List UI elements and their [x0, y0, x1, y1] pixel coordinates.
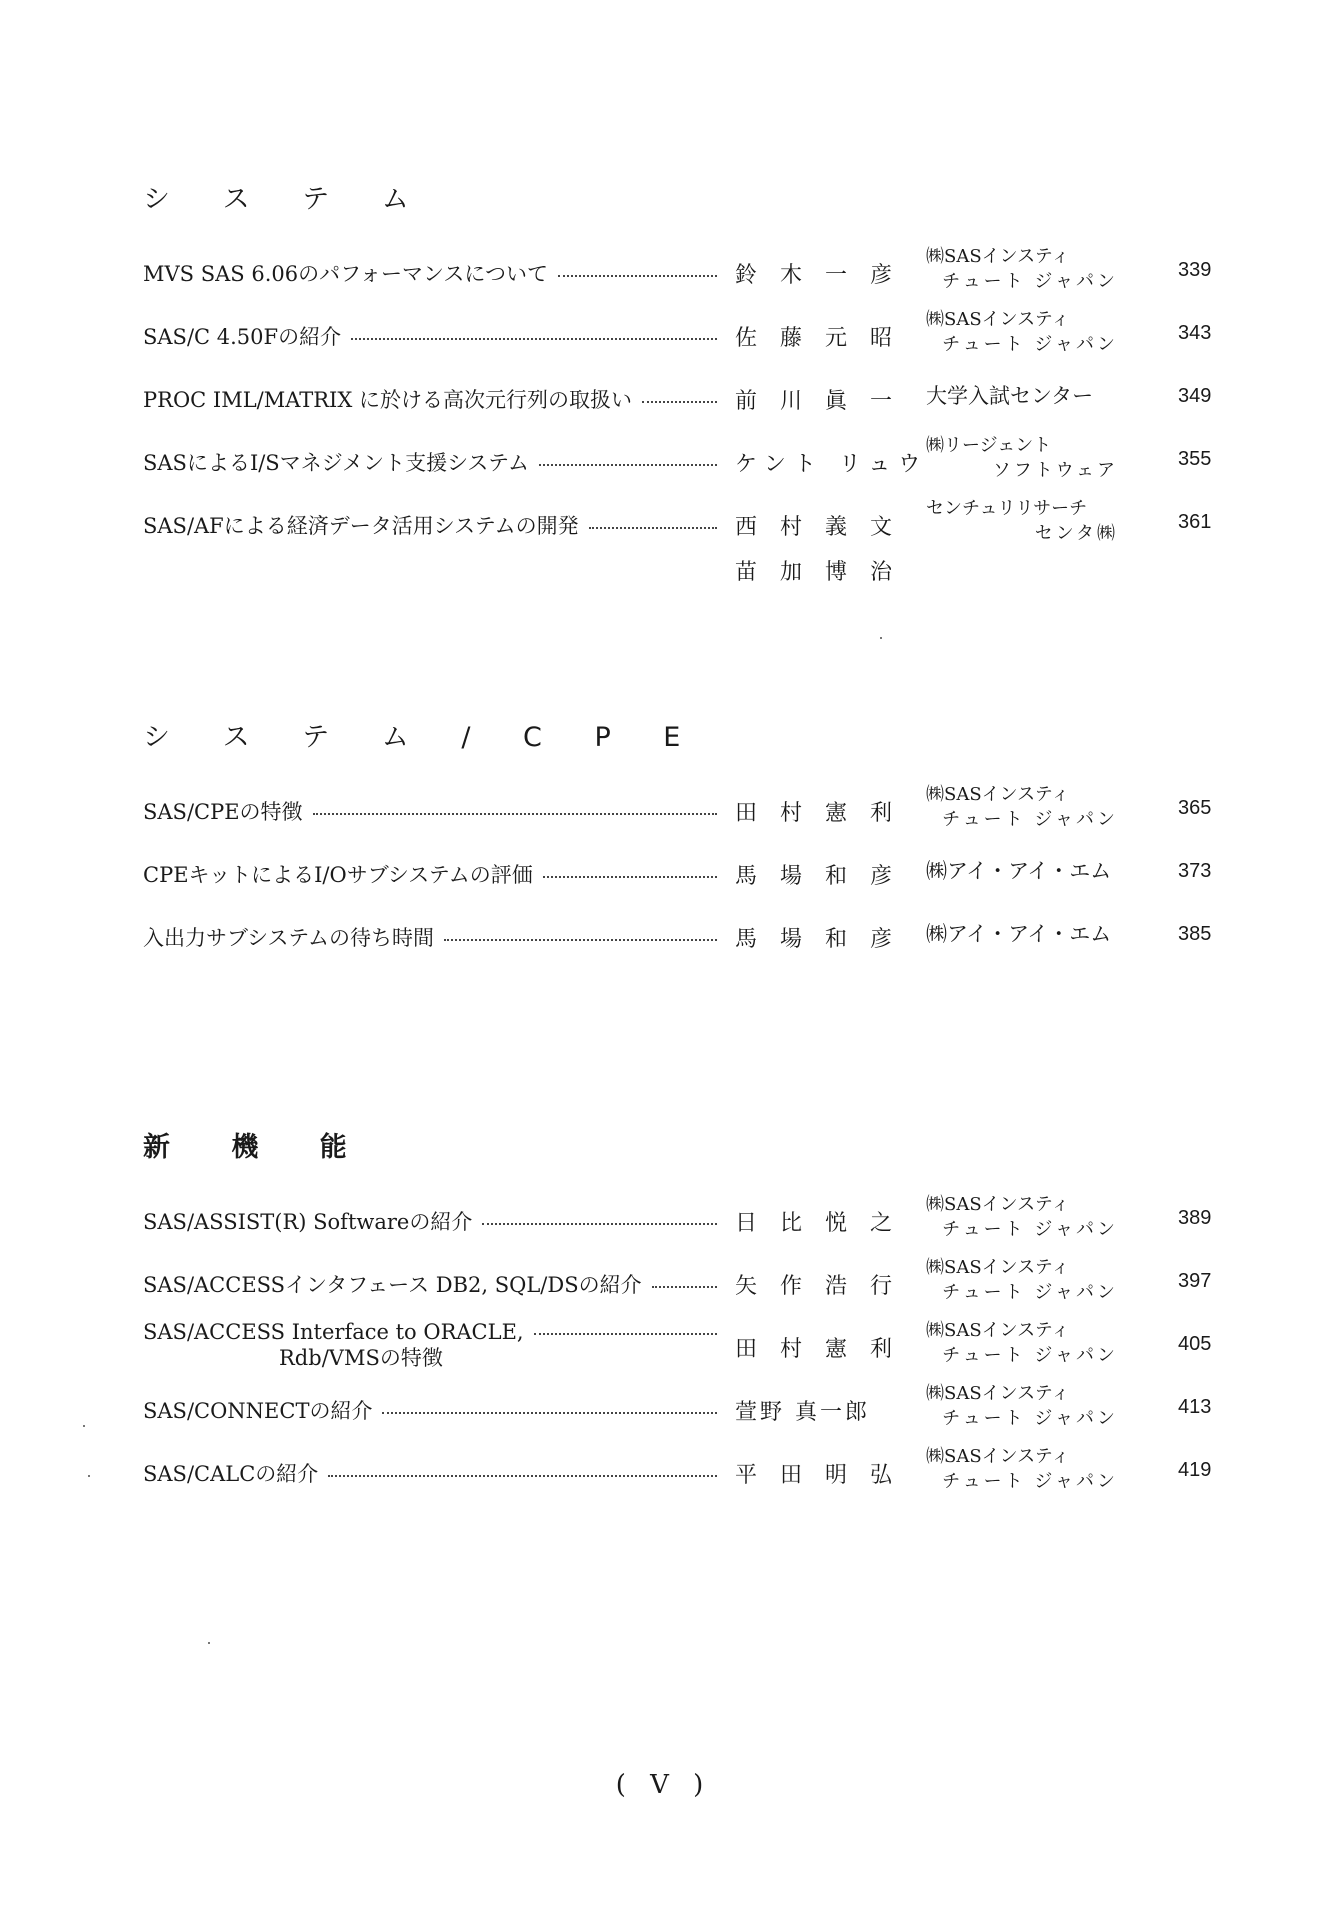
entry-author: 矢 作 浩 行	[735, 1274, 900, 1299]
entry-author: 田 村 憲 利	[735, 801, 900, 826]
entry-title: 入出力サブシステムの待ち時間	[143, 922, 723, 952]
entry-author: 日 比 悦 之	[735, 1211, 900, 1236]
scan-speck	[83, 1425, 85, 1427]
entry-page-number: 389	[1178, 1207, 1212, 1229]
section-heading: 新 機 能	[143, 1132, 373, 1163]
entry-page-number: 349	[1178, 385, 1212, 407]
entry-author: 佐 藤 元 昭	[735, 326, 900, 351]
toc-entry[interactable]	[143, 1446, 1223, 1515]
entry-affiliation: ㈱SASインスティ チュート ジャパン	[926, 1194, 1118, 1240]
entry-author: 平 田 明 弘	[735, 1463, 900, 1488]
entry-author: ケント リュウ	[735, 452, 929, 477]
entry-page-number: 355	[1178, 448, 1212, 470]
entry-affiliation: ㈱SASインスティ チュート ジャパン	[926, 1257, 1118, 1303]
toc-entry[interactable]	[143, 378, 1223, 441]
leader-dots	[543, 876, 717, 878]
entry-title: MVS SAS 6.06のパフォーマンスについて	[143, 258, 723, 288]
entry-title: CPEキットによるI/Oサブシステムの評価	[143, 859, 723, 889]
toc-entry[interactable]	[143, 784, 1223, 853]
entry-title: PROC IML/MATRIX に於ける高次元行列の取扱い	[143, 384, 723, 414]
entry-page-number: 397	[1178, 1270, 1212, 1292]
leader-dots	[652, 1286, 717, 1288]
leader-dots	[539, 464, 717, 466]
entry-author: 田 村 憲 利	[735, 1337, 900, 1362]
leader-dots	[642, 401, 717, 403]
toc-entry[interactable]	[143, 916, 1223, 979]
entry-page-number: 343	[1178, 322, 1212, 344]
entry-page-number: 385	[1178, 923, 1212, 945]
entry-page-number: 413	[1178, 1396, 1212, 1418]
entry-page-number: 419	[1178, 1459, 1212, 1481]
entry-title: SAS/CONNECTの紹介	[143, 1395, 723, 1425]
leader-dots	[534, 1333, 717, 1335]
leader-dots	[328, 1475, 717, 1477]
entry-title: SAS/AFによる経済データ活用システムの開発	[143, 510, 723, 540]
entry-page-number: 405	[1178, 1333, 1212, 1355]
entry-title: SAS/CPEの特徴	[143, 796, 723, 826]
entry-title: SAS/ACCESS Interface to ORACLE, Rdb/VMSの特徴	[143, 1320, 723, 1372]
entry-title: SAS/ASSIST(R) Softwareの紹介	[143, 1206, 723, 1236]
section-heading: シ ス テ ム / C P E	[143, 722, 703, 753]
entry-title: SASによるI/Sマネジメント支援システム	[143, 447, 723, 477]
section-heading: シ ス テ ム	[143, 184, 431, 215]
entry-affiliation: ㈱SASインスティ チュート ジャパン	[926, 1446, 1118, 1492]
toc-entry[interactable]	[143, 498, 1223, 594]
entry-coauthor: 苗 加 博 治	[735, 560, 900, 585]
toc-entry[interactable]	[143, 853, 1223, 916]
scan-speck	[88, 1475, 90, 1477]
entry-title: SAS/CALCの紹介	[143, 1458, 723, 1488]
entry-title: SAS/C 4.50Fの紹介	[143, 321, 723, 351]
scan-speck	[880, 637, 882, 639]
page-number-footer: ( V )	[615, 1770, 712, 1800]
entry-author: 西 村 義 文 苗 加 博 治	[735, 515, 900, 585]
toc-entry[interactable]	[143, 1257, 1223, 1326]
entry-author: 前 川 眞 一	[735, 389, 900, 414]
entry-affiliation: ㈱SASインスティ チュート ジャパン	[926, 1320, 1118, 1366]
entry-page-number: 361	[1178, 511, 1212, 533]
leader-dots	[558, 275, 717, 277]
section-system-cpe	[143, 715, 1223, 979]
entry-author: 萱野 真一郎	[735, 1400, 870, 1425]
entry-page-number: 339	[1178, 259, 1212, 281]
leader-dots	[382, 1412, 717, 1414]
toc-entry[interactable]	[143, 1383, 1223, 1452]
section-new-features	[143, 1125, 1223, 1515]
toc-entry[interactable]	[143, 435, 1223, 504]
toc-entry[interactable]	[143, 246, 1223, 315]
entry-page-number: 365	[1178, 797, 1212, 819]
leader-dots	[589, 527, 717, 529]
entry-affiliation: ㈱リージェント ソフトウェア	[926, 435, 1118, 481]
entry-author: 鈴 木 一 彦	[735, 263, 900, 288]
entry-title: SAS/ACCESSインタフェース DB2, SQL/DSの紹介	[143, 1269, 723, 1299]
leader-dots	[351, 338, 717, 340]
leader-dots	[313, 813, 717, 815]
entry-affiliation: ㈱SASインスティ チュート ジャパン	[926, 309, 1118, 355]
entry-author: 馬 場 和 彦	[735, 864, 900, 889]
toc-entry[interactable]	[143, 309, 1223, 378]
entry-page-number: 373	[1178, 860, 1212, 882]
scan-speck	[208, 1642, 210, 1644]
section-system	[143, 177, 1223, 594]
entry-affiliation: センチュリリサーチ センタ㈱	[926, 498, 1118, 544]
entry-affiliation: ㈱アイ・アイ・エム	[926, 859, 1112, 883]
entry-affiliation: ㈱SASインスティ チュート ジャパン	[926, 1383, 1118, 1429]
toc-entry[interactable]	[143, 1194, 1223, 1263]
entry-affiliation: ㈱アイ・アイ・エム	[926, 922, 1112, 946]
leader-dots	[444, 939, 717, 941]
entry-affiliation: 大学入試センター	[926, 384, 1094, 408]
entry-author: 馬 場 和 彦	[735, 927, 900, 952]
toc-entry[interactable]	[143, 1320, 1223, 1389]
entry-affiliation: ㈱SASインスティ チュート ジャパン	[926, 784, 1118, 830]
leader-dots	[482, 1223, 717, 1225]
entry-affiliation: ㈱SASインスティ チュート ジャパン	[926, 246, 1118, 292]
